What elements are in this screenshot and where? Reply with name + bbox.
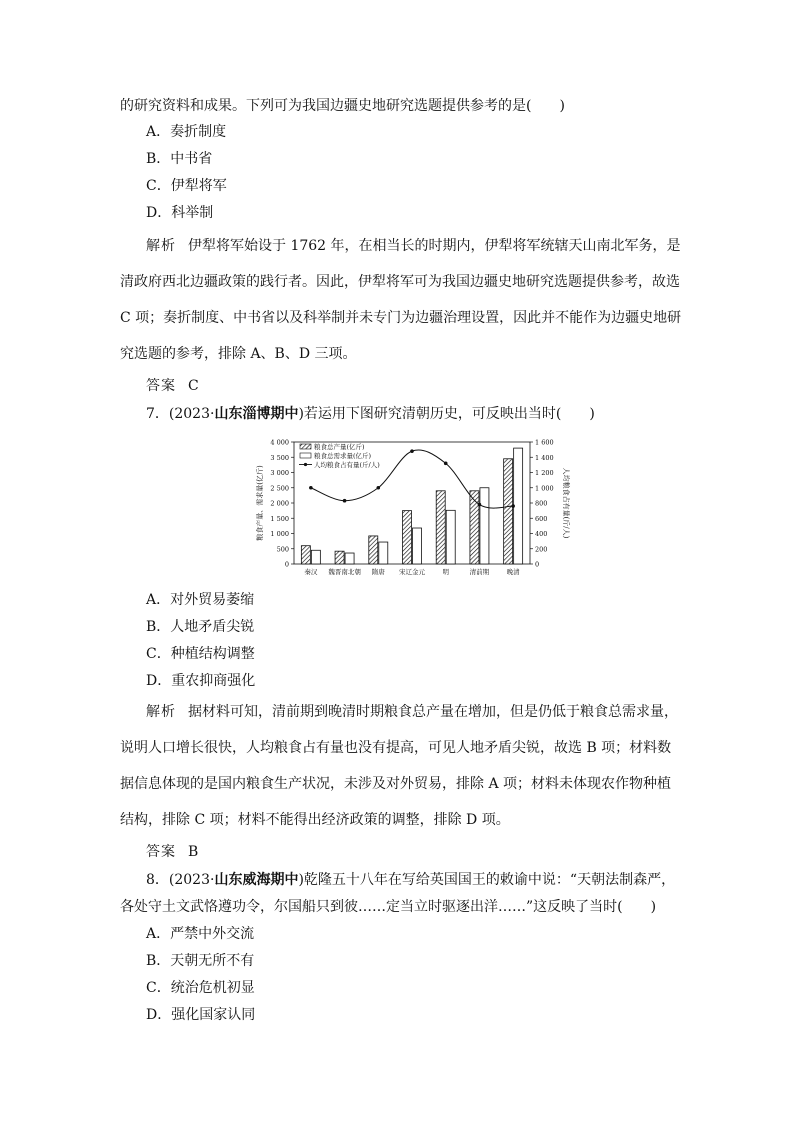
y2-axis-title: 人均粮食占有量(斤/人) xyxy=(562,467,570,539)
x-tick-label: 明 xyxy=(442,568,449,576)
bar-grain-output xyxy=(301,546,310,564)
y-tick-label: 1 000 xyxy=(270,530,289,538)
line-point xyxy=(444,462,448,466)
q7-analysis-line-3: 据信息体现的是国内粮食生产状况，未涉及对外贸易，排除 A 项；材料未体现农作物种植 xyxy=(120,776,672,792)
q6-analysis-line-1: 解析 伊犁将军始设于 1762 年，在相当长的时期内，伊犁将军统辖天山南北军务，是 xyxy=(146,238,681,254)
line-point xyxy=(343,499,347,503)
bar-grain-output xyxy=(504,459,513,564)
q7-analysis-line-4: 结构，排除 C 项；材料不能得出经济政策的调整，排除 D 项。 xyxy=(120,812,510,828)
y2-tick-label: 600 xyxy=(535,514,548,523)
analysis-label: 解析 xyxy=(146,704,176,720)
y2-tick-label: 800 xyxy=(535,499,548,508)
x-tick-label: 晚清 xyxy=(506,568,520,576)
line-point xyxy=(478,503,482,507)
bar-grain-demand xyxy=(446,510,455,564)
grain-chart xyxy=(252,430,572,590)
answer-label: 答案 xyxy=(146,844,176,860)
y-tick-label: 3 500 xyxy=(270,453,289,462)
y-tick-label: 4 000 xyxy=(270,438,289,447)
y-tick-label: 1 500 xyxy=(270,514,289,523)
legend-label-per-capita: 人均粮食占有量(斤/人) xyxy=(314,461,380,469)
bar-grain-demand xyxy=(345,553,354,564)
line-point xyxy=(511,504,515,508)
q6-analysis-line-3: C 项；奏折制度、中书省以及科举制并未专门为边疆治理设置，因此并不能作为边疆史地研 xyxy=(120,310,682,326)
line-point xyxy=(410,449,414,453)
q8-source: 山东威海期中 xyxy=(214,872,299,888)
legend-swatch-demand xyxy=(300,453,311,458)
q7-option-a[interactable]: A．对外贸易萎缩 xyxy=(146,592,255,608)
y-tick-label: 0 xyxy=(284,560,289,569)
y-axis-title: 粮食产量、需求量(亿斤) xyxy=(256,465,264,541)
q6-option-d[interactable]: D．科举制 xyxy=(146,205,214,221)
q8-stem-line-2: 各处守土文武恪遵功令，尔国船只到彼……定当立时驱逐出洋……”这反映了当时( ) xyxy=(120,899,657,915)
bar-grain-demand xyxy=(514,448,523,564)
y2-tick-label: 0 xyxy=(535,560,540,569)
legend-swatch-dot xyxy=(304,463,307,466)
x-tick-label: 秦汉 xyxy=(304,568,318,576)
y-tick-label: 2 500 xyxy=(270,484,289,493)
x-tick-label: 宋辽金元 xyxy=(399,568,425,576)
q7-analysis-line-1: 解析 据材料可知，清前期到晚清时期粮食总产量在增加，但是仍低于粮食总需求量， xyxy=(146,704,678,720)
answer-value: B xyxy=(188,844,199,860)
q7-stem: 7．(2023·山东淄博期中)若运用下图研究清朝历史，可反映出当时( ) xyxy=(146,406,595,422)
y-tick-label: 500 xyxy=(276,545,289,554)
q7-answer xyxy=(146,842,198,862)
line-point xyxy=(309,486,313,490)
answer-label: 答案 xyxy=(146,378,176,394)
legend-label-demand: 粮食总需求量(亿斤) xyxy=(314,452,372,460)
q6-analysis-line-2: 清政府西北边疆政策的践行者。因此，伊犁将军可为我国边疆史地研究选题提供参考，故选 xyxy=(120,274,680,290)
x-tick-label: 清前期 xyxy=(469,568,490,576)
q6-answer xyxy=(146,376,199,396)
y2-tick-label: 400 xyxy=(535,530,548,538)
q6-stem-tail: 的研究资料和成果。下列可为我国边疆史地研究选题提供参考的是( ) xyxy=(120,98,565,114)
y-tick-label: 3 000 xyxy=(270,469,289,477)
line-point xyxy=(376,486,380,490)
legend-swatch-output xyxy=(300,444,311,449)
bar-grain-output xyxy=(436,491,445,564)
answer-value: C xyxy=(188,378,199,394)
analysis-label: 解析 xyxy=(146,238,176,254)
bar-grain-demand xyxy=(480,488,489,564)
q8-option-a[interactable]: A．严禁中外交流 xyxy=(146,926,255,942)
q6-option-c[interactable]: C．伊犁将军 xyxy=(146,178,227,194)
q6-analysis-line-4: 究选题的参考，排除 A、B、D 三项。 xyxy=(120,346,357,362)
bar-grain-demand xyxy=(311,550,320,564)
y2-tick-label: 1 000 xyxy=(535,484,554,493)
q7-option-c[interactable]: C．种植结构调整 xyxy=(146,646,255,662)
q8-option-d[interactable]: D．强化国家认同 xyxy=(146,1007,256,1023)
q8-option-c[interactable]: C．统治危机初显 xyxy=(146,980,255,996)
bar-grain-output xyxy=(369,536,378,564)
y2-tick-label: 1 400 xyxy=(535,453,554,462)
bar-grain-output xyxy=(335,551,344,564)
legend-label-output: 粮食总产量(亿斤) xyxy=(314,443,365,451)
q7-option-d[interactable]: D．重农抑商强化 xyxy=(146,673,256,689)
bar-grain-demand xyxy=(413,528,422,564)
bar-grain-output xyxy=(470,491,479,564)
q8-option-b[interactable]: B．天朝无所不有 xyxy=(146,953,255,969)
q7-analysis-line-2: 说明人口增长很快，人均粮食占有量也没有提高，可见人地矛盾尖锐，故选 B 项；材料数 xyxy=(120,740,672,756)
q7-source: 山东淄博期中 xyxy=(214,406,299,422)
y2-tick-label: 200 xyxy=(535,545,548,554)
y2-tick-label: 1 600 xyxy=(535,438,554,447)
x-tick-label: 魏晋南北朝 xyxy=(328,568,361,576)
y-tick-label: 2 000 xyxy=(270,499,289,508)
bar-grain-demand xyxy=(379,542,388,564)
x-tick-label: 隋唐 xyxy=(371,568,385,576)
y2-tick-label: 1 200 xyxy=(535,469,554,477)
bar-grain-output xyxy=(403,511,412,564)
q6-option-b[interactable]: B．中书省 xyxy=(146,151,213,167)
q8-stem-line-1: 8．(2023·山东威海期中)乾隆五十八年在写给英国国王的敕谕中说：“天朝法制森严， xyxy=(146,872,676,888)
q6-option-a[interactable]: A．奏折制度 xyxy=(146,124,227,140)
q7-option-b[interactable]: B．人地矛盾尖锐 xyxy=(146,619,255,635)
